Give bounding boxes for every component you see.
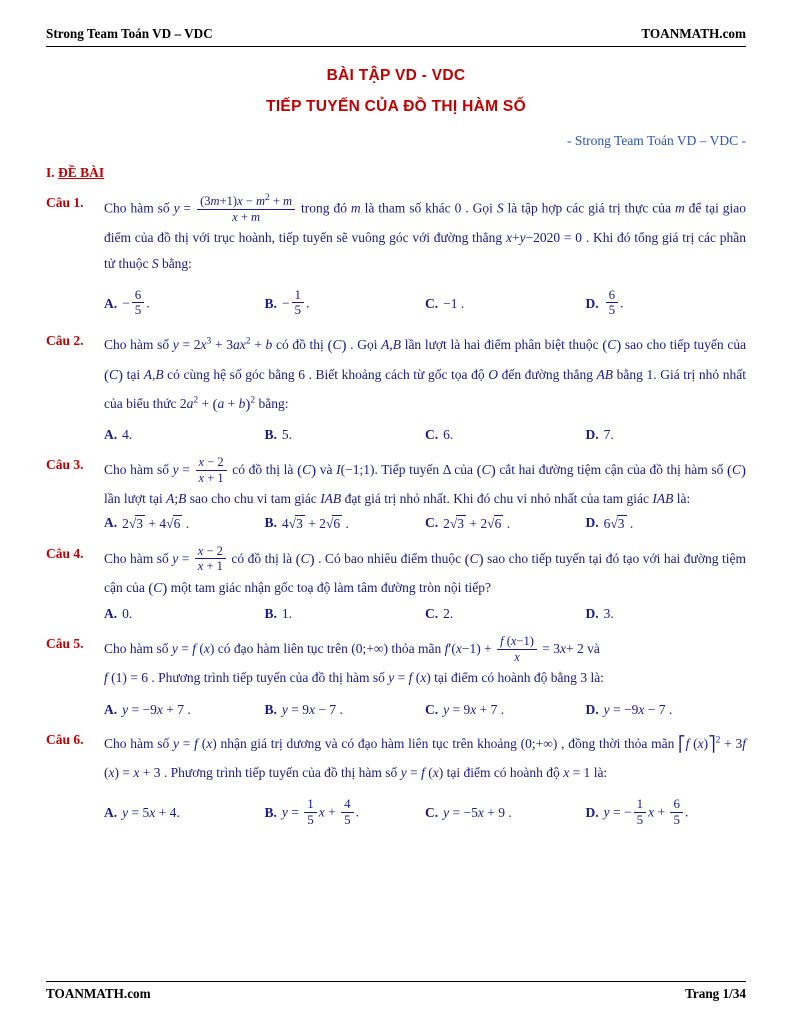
answer-value: y = 9x + 7 . — [443, 702, 505, 718]
question-2-answer-b[interactable] — [265, 427, 426, 443]
question-1-answer-b[interactable] — [264, 286, 426, 320]
byline: - Strong Team Toán VD – VDC - — [567, 133, 746, 148]
page-title: BÀI TẬP VD - VDC — [326, 67, 466, 84]
answer-value: 1. — [281, 606, 293, 622]
answer-value: 2. — [443, 606, 454, 622]
answer-letter: B. — [264, 427, 277, 443]
answer-value: y = − $\frac{1}{5}$ x + $\frac{6}{5}$ . — [603, 795, 689, 827]
section-name: ĐỀ BÀI — [58, 165, 105, 180]
answer-letter: D. — [585, 702, 599, 718]
answer-letter: C. — [425, 702, 439, 718]
question-4-answer-b[interactable] — [265, 606, 426, 622]
question-2-body: Cho hàm số $y = 2x^3 + 3ax^2 + b$ có đồ thị (C) . Gọi A,B lần lượt là hai điểm phân biệt thuộc (C) sao cho tiếp tuyến của (C) tại A,B có cùng hệ số góc bằng 6 . Biết khoảng cách từ gốc tọa độ O đến đường thẳng AB bằng 1. Giá trị nhỏ nhất của biểu thức $2a^2 + (a + b)^2$ bằng: — [104, 336, 747, 413]
question-1-answer-c[interactable] — [425, 289, 586, 320]
question-4-label: Câu 4. — [46, 545, 84, 561]
answer-value: − $\frac{6}{5}$ . — [122, 286, 150, 318]
question-3-answer-a[interactable] — [104, 515, 265, 532]
answer-value: 6. — [443, 427, 454, 443]
answer-letter: C. — [425, 295, 439, 311]
question-2-answer-d[interactable] — [586, 427, 747, 443]
section-heading — [46, 165, 746, 181]
answer-letter: A. — [104, 295, 118, 311]
question-6-body: Cho hàm số y = f (x) nhận giá trị dương và có đạo hàm liên tục trên khoảng (0;+∞) , đồng thời thỏa mãn ⎡f (x)⎤$^2$ + 3f (x) = x + 3 . Phương trình tiếp tuyến của đồ thị hàm số y = f (x) tại điểm có hoành độ x = 1 là: — [104, 735, 747, 781]
answer-value: 0. — [122, 606, 133, 622]
question-6-answer-c[interactable] — [425, 798, 586, 829]
question-1-label: Câu 1. — [46, 195, 84, 210]
question-5-answers — [46, 702, 746, 718]
question-2-label: Câu 2. — [46, 333, 84, 349]
answer-letter: C. — [425, 427, 439, 443]
answer-letter: A. — [104, 427, 118, 443]
header-right-text: TOANMATH.com — [641, 26, 746, 41]
answer-value: 7. — [603, 427, 614, 443]
footer-right-text: Trang 1/34 — [685, 986, 746, 1001]
question-6-label: Câu 6. — [46, 732, 84, 748]
question-3-answer-d[interactable] — [586, 515, 747, 532]
question-5-answer-c[interactable] — [425, 702, 586, 718]
question-4-answers — [46, 606, 746, 622]
answer-letter: A. — [104, 606, 118, 622]
answer-letter: D. — [585, 427, 599, 443]
question-4-body: Cho hàm số y = $\frac{x - 2}{x + 1}$ có đồ thị là (C) . Có bao nhiêu điểm thuộc (C) sao cho tiếp tuyến tại đó tạo với hai đường tiệm cận của (C) một tam giác nhận gốc toạ độ làm tâm đường tròn nội tiếp? — [104, 543, 746, 597]
question-5-answer-b[interactable] — [265, 702, 426, 718]
answer-letter: C. — [425, 606, 439, 622]
question-5-answer-a[interactable] — [104, 702, 265, 718]
answer-letter: C. — [425, 515, 439, 531]
answer-letter: B. — [264, 295, 277, 311]
answer-value: 4√3 + 2√6 . — [281, 515, 349, 531]
answer-value: y = −9x − 7 . — [603, 702, 673, 718]
page-subtitle: TIẾP TUYẾN CỦA ĐỒ THỊ HÀM SỐ — [266, 98, 526, 115]
question-6-answer-b[interactable] — [264, 795, 426, 829]
page-header — [46, 26, 746, 47]
question-1-answer-d[interactable] — [585, 286, 747, 320]
answer-value: 6√3 . — [603, 515, 634, 531]
answer-letter: D. — [585, 606, 599, 622]
section-prefix: I. — [46, 165, 59, 180]
question-5 — [46, 635, 746, 691]
question-1-answer-a[interactable] — [104, 286, 265, 320]
question-5-answer-d[interactable] — [586, 702, 747, 718]
question-5-label: Câu 5. — [46, 636, 84, 652]
question-6 — [46, 731, 746, 787]
question-3-label: Câu 3. — [46, 457, 84, 473]
question-3-body: Cho hàm số y = $\frac{x - 2}{x + 1}$ có đồ thị là (C) và I(−1;1). Tiếp tuyến Δ của (C) cắt hai đường tiệm cận của đồ thị hàm số (C) lần lượt tại A;B sao cho chu vi tam giác IAB đạt giá trị nhỏ nhất. Khi đó chu vi nhỏ nhất của tam giác IAB là: — [104, 455, 747, 507]
answer-letter: A. — [104, 515, 118, 531]
question-3 — [46, 456, 746, 513]
answer-value: y = −9x + 7 . — [122, 702, 191, 718]
question-6-answers — [46, 795, 746, 829]
question-4-answer-d[interactable] — [586, 606, 747, 622]
answer-letter: D. — [585, 295, 599, 311]
question-6-answer-d[interactable] — [585, 795, 747, 829]
answer-value: − $\frac{1}{5}$ . — [281, 286, 310, 318]
question-1-body: Cho hàm số y = $\frac{(3m+1)x - m^2 + m}{x + m}$ trong đó m là tham số khác 0 . Gọi S là tập hợp các giá trị thực của m để tại giao điểm của đồ thị với trục hoành, tiếp tuyến sẽ vuông góc với đường thẳng x+y−2020 = 0 . Khi đó tổng giá trị các phần tử thuộc S bằng: — [104, 193, 747, 272]
question-6-answer-a[interactable] — [104, 798, 265, 829]
footer-left-text: TOANMATH.com — [46, 986, 151, 1001]
page-footer — [46, 981, 746, 1002]
answer-value: 4. — [122, 427, 133, 443]
answer-value: 3. — [603, 606, 614, 622]
question-5-body: Cho hàm số y = f (x) có đạo hàm liên tục trên (0;+∞) thỏa mãn f′(x−1) + $\frac{f (x-1)}{x}$ = 3x+ 2 và f (1) = 6 . Phương trình tiếp tuyến của đồ thị hàm số y = f (x) tại điểm có hoành độ bằng 3 là: — [104, 634, 604, 685]
title-block — [46, 67, 746, 116]
answer-value: y = $\frac{1}{5}$ x + $\frac{4}{5}$ . — [281, 795, 360, 827]
answer-value: y = 9x − 7 . — [281, 702, 343, 718]
question-1-answers — [46, 286, 746, 320]
header-left-text: Strong Team Toán VD – VDC — [46, 26, 213, 41]
question-4 — [46, 545, 746, 604]
question-4-answer-a[interactable] — [104, 606, 265, 622]
question-3-answer-c[interactable] — [425, 515, 586, 532]
question-1 — [46, 194, 746, 278]
answer-value: −1 . — [443, 295, 465, 311]
answer-value: 2√3 + 4√6 . — [122, 515, 190, 531]
answer-value: $\frac{6}{5}$ . — [604, 289, 624, 320]
answer-letter: B. — [264, 606, 277, 622]
question-2-answer-a[interactable] — [104, 427, 265, 443]
question-3-answer-b[interactable] — [265, 515, 426, 532]
answer-letter: A. — [104, 702, 118, 718]
answer-value: 5. — [281, 427, 293, 443]
question-3-answers — [46, 515, 746, 532]
answer-value: y = −5x + 9 . — [443, 805, 512, 821]
question-2-answer-c[interactable] — [425, 427, 586, 443]
answer-value: y = 5x + 4. — [122, 805, 180, 821]
answer-letter: C. — [425, 805, 439, 821]
answer-letter: A. — [104, 805, 118, 821]
answer-letter: D. — [585, 805, 599, 821]
question-2 — [46, 332, 746, 420]
answer-letter: B. — [264, 515, 277, 531]
answer-letter: D. — [585, 515, 599, 531]
question-4-answer-c[interactable] — [425, 606, 586, 622]
question-2-answers — [46, 427, 746, 443]
answer-letter: B. — [264, 702, 277, 718]
answer-value: 2√3 + 2√6 . — [443, 515, 511, 531]
answer-letter: B. — [264, 805, 277, 821]
